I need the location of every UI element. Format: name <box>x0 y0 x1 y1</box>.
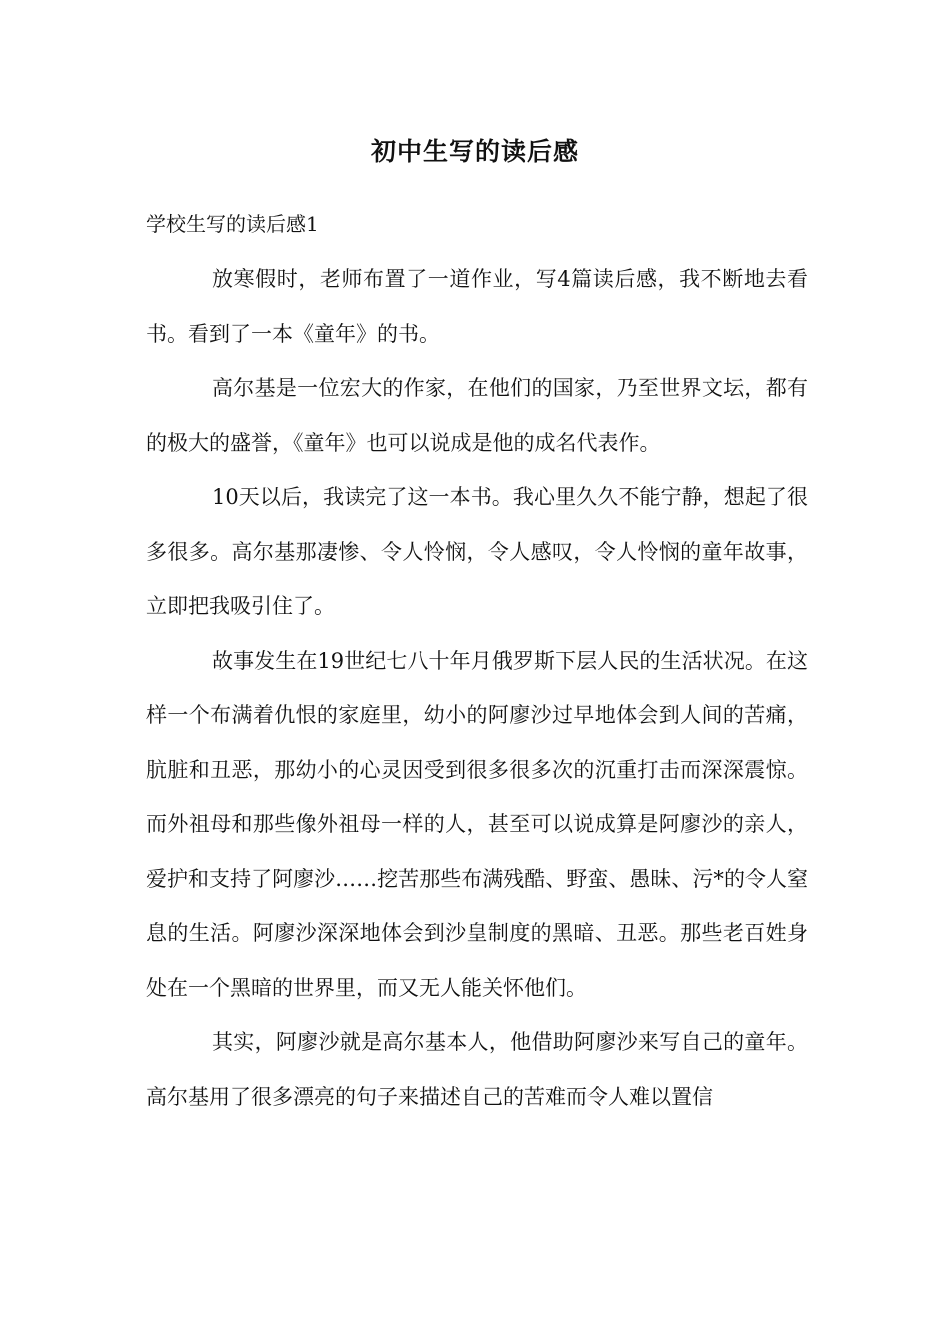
section-heading: 学校生写的读后感1 <box>146 212 319 236</box>
document-title: 初中生写的读后感 <box>370 137 579 166</box>
paragraph-2: 高尔基是一位宏大的作家，在他们的国家，乃至世界文坛，都有的极大的盛誉，《童年》也可以说成是他的成名代表作。 <box>146 376 808 455</box>
paragraph-3: 10天以后，我读完了这一本书。我心里久久不能宁静，想起了很多很多。高尔基那凄惨、令人怜悯，令人感叹，令人怜悯的童年故事，立即把我吸引住了。 <box>146 485 808 618</box>
document-body <box>146 252 808 1124</box>
paragraph-4: 故事发生在19世纪七八十年月俄罗斯下层人民的生活状况。在这样一个布满着仇恨的家庭里，幼小的阿廖沙过早地体会到人间的苦痛，肮脏和丑恶，那幼小的心灵因受到很多很多次的沉重打击而深深震惊。而外祖母和那些像外祖母一样的人，甚至可以说成算是阿廖沙的亲人，爱护和支持了阿廖沙……挖苦那些布满残酷、野蛮、愚昧、污*的令人窒息的生活。阿廖沙深深地体会到沙皇制度的黑暗、丑恶。那些老百姓身处在一个黑暗的世界里，而又无人能关怀他们。 <box>146 648 808 1000</box>
paragraph-5: 其实，阿廖沙就是高尔基本人，他借助阿廖沙来写自己的童年。高尔基用了很多漂亮的句子来描述自己的苦难而令人难以置信 <box>146 1030 808 1109</box>
paragraph-1: 放寒假时，老师布置了一道作业，写4篇读后感，我不断地去看书。看到了一本《童年》的书。 <box>146 267 808 346</box>
